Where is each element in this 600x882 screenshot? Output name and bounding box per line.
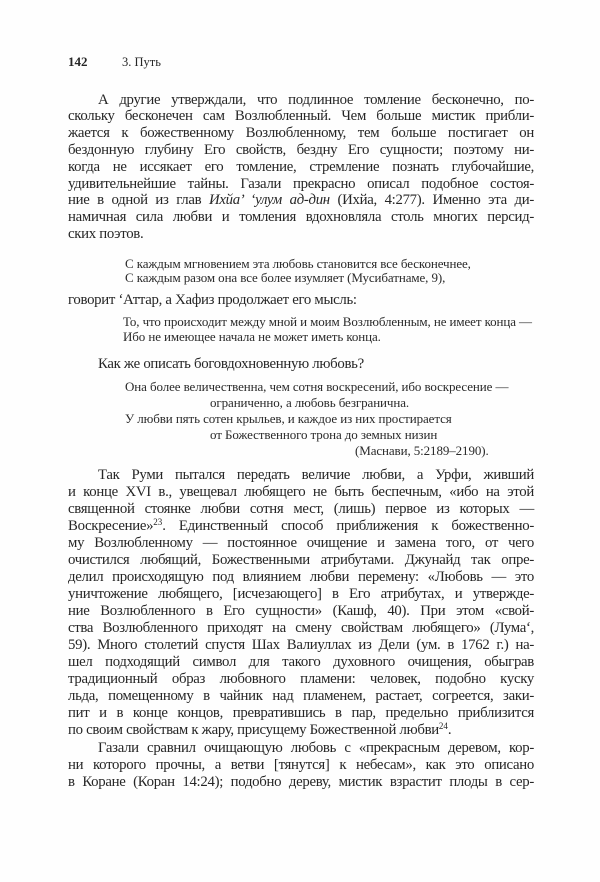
text-line: очистился любящий, Божественными атрибутами. Джунайд так опре- [68, 551, 534, 568]
text-line: ние Возлюбленного в Его сущности» (Кашф, 40). При этом «свой- [68, 602, 534, 619]
page-number: 142 [68, 54, 88, 69]
paragraph-1 [68, 92, 534, 243]
text-line: жается к божественному Возлюбленному, тем больше постигает он [68, 125, 534, 142]
question-line [68, 356, 534, 373]
text-line: скольку бесконечен сам Возлюбленный. Чем больше мистик прибли- [68, 108, 534, 125]
verse-quote-2 [123, 314, 532, 344]
verse-line: Ибо не имеющее начала не может иметь конца. [123, 328, 381, 344]
footnote-ref: 23 [153, 516, 163, 527]
text-line: удивительнейшие тайны. Газали прекрасно описал подобное состоя- [68, 175, 534, 192]
verse-line: У любви пять сотен крыльев, и каждое из них простирается [125, 411, 452, 426]
text-segment: Воскресение» [68, 517, 154, 534]
text-line: шел подходящий символ для такого духовного очищения, обыграв [68, 653, 534, 670]
text-line: делил происходящую под влиянием любви перемену: «Любовь — это [68, 568, 534, 585]
text-line: и конце XVI в., увещевал любящего не быть беспечным, «ибо на этой [68, 483, 534, 500]
text-segment: . [447, 721, 452, 738]
text-line: бездонную глубину Его свойств, бездну Его сущности; поэтому ни- [68, 141, 534, 158]
footnote-ref: 24 [438, 720, 448, 731]
text-line: льда, помещенному в чайник над пламенем, растает, согреется, заки- [68, 687, 534, 704]
verse-line: С каждым мгновением эта любовь становится все бесконечнее, [125, 255, 471, 271]
text-line: пит и в конце концов, превратившись в пар, предельно приблизится [68, 704, 534, 721]
verse-line: С каждым разом она все более изумляет (Мусибатнаме, 9), [125, 270, 446, 286]
text-line: намичная сила любви и томления вдохновляла столь многих персид- [68, 209, 534, 226]
text-line [68, 192, 534, 209]
text-line: уничтожение любящего, [исчезающего] в Его атрибутах, и утвержде- [68, 585, 534, 602]
text-segment: ние в одной из глав [68, 192, 209, 209]
continuation-line [68, 292, 534, 309]
text-line: А другие утверждали, что подлинное томление бесконечно, по- [98, 91, 534, 108]
verse-source-citation: (Маснави, 5:2189–2190). [355, 443, 489, 458]
text-line: му Возлюбленному — постоянное очищение и замена того, от чего [68, 534, 534, 551]
text-segment: (Ихйа, 4:277). Именно эта ди- [329, 192, 534, 209]
text-line: ских поэтов. [68, 225, 144, 242]
text-line: в Коране (Коран 14:24); подобно дереву, мистик взрастит плоды в сер- [68, 773, 534, 790]
verse-quote-1 [125, 257, 471, 286]
verse-quote-3 [125, 379, 508, 459]
text-segment: . Единственный способ приближения к божественно- [162, 517, 534, 534]
verse-line: ограниченно, а любовь безгранична. [210, 395, 410, 410]
paragraph-2 [68, 467, 534, 739]
text-line: ни которого прочны, а ветви [тянутся] к небесам», как это описано [68, 756, 534, 773]
text-line: ства Возлюбленного приходят на смену свойствам любящего» (Лума‘, [68, 619, 534, 636]
text-line: священной стоянке любви сотня мест, (лишь) первое из которых — [68, 500, 534, 517]
verse-line: То, что происходит между мной и моим Возлюбленным, не имеет конца — [123, 313, 532, 329]
verse-line: от Божественного трона до земных низин [210, 427, 438, 442]
text-line: 59). Много столетий спустя Шах Валиуллах из Дели (ум. в 1762 г.) на- [68, 636, 534, 653]
text-line: традиционный образ любовного пламени: человек, подобно куску [68, 670, 534, 687]
verse-line: Она более величественна, чем сотня воскресений, ибо воскресение — [125, 379, 509, 394]
text-line: Газали сравнил очищающую любовь с «прекрасным деревом, кор- [98, 739, 534, 756]
chapter-title: 3. Путь [122, 55, 161, 69]
text-line: когда не иссякает его томление, стремление познать глубочайшие, [68, 158, 534, 175]
text-line: Так Руми пытался передать величие любви, а Урфи, живший [98, 466, 534, 483]
text-line [68, 722, 534, 739]
text-line [68, 518, 534, 535]
text-line: Как же описать боговдохновенную любовь? [98, 355, 364, 372]
book-title-italic: Ихйа’ ‘улум ад-дин [208, 192, 330, 209]
text-segment: по своим свойствам к жару, присущему Божественной любви [68, 721, 439, 738]
paragraph-3 [68, 740, 534, 791]
text-line: говорит ‘Аттар, а Хафиз продолжает его мысль: [68, 291, 357, 308]
